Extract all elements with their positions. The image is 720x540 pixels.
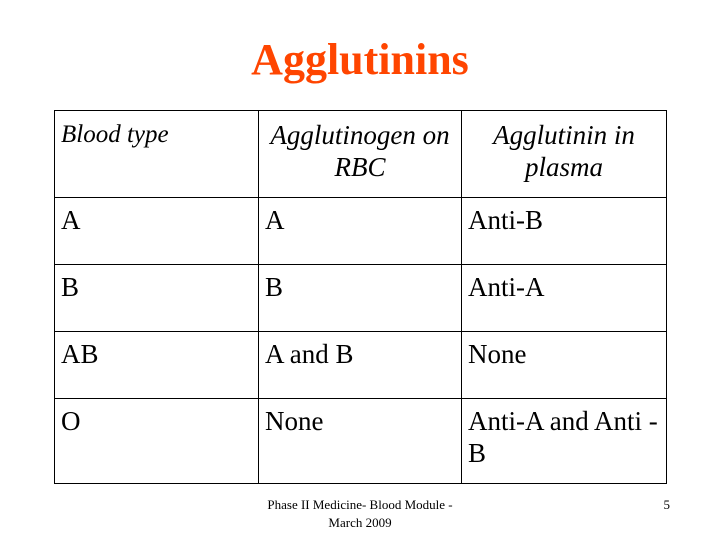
table-row (55, 332, 667, 399)
table-header-row (55, 111, 667, 198)
cell-agglutinin: None (462, 332, 667, 399)
cell-blood-type: AB (55, 332, 259, 399)
cell-agglutinogen: A and B (259, 332, 462, 399)
cell-blood-type: O (55, 399, 259, 484)
agglutinins-table (54, 110, 667, 484)
page-number: 5 (663, 497, 670, 512)
table-row (55, 399, 667, 484)
table-row (55, 198, 667, 265)
cell-blood-type: B (55, 265, 259, 332)
cell-agglutinogen: None (259, 399, 462, 484)
cell-agglutinin: Anti-A and Anti -B (462, 399, 667, 484)
cell-agglutinin: Anti-A (462, 265, 667, 332)
cell-agglutinogen: A (259, 198, 462, 265)
cell-agglutinogen: B (259, 265, 462, 332)
header-agglutinogen: Agglutinogen on RBC (259, 111, 462, 198)
cell-agglutinin: Anti-B (462, 198, 667, 265)
header-blood-type: Blood type (55, 111, 259, 198)
footer-text: Phase II Medicine- Blood Module - March 2009 (267, 497, 453, 530)
cell-blood-type: A (55, 198, 259, 265)
header-agglutinin: Agglutinin in plasma (462, 111, 667, 198)
slide-title: Agglutinins (251, 35, 469, 84)
table-row (55, 265, 667, 332)
